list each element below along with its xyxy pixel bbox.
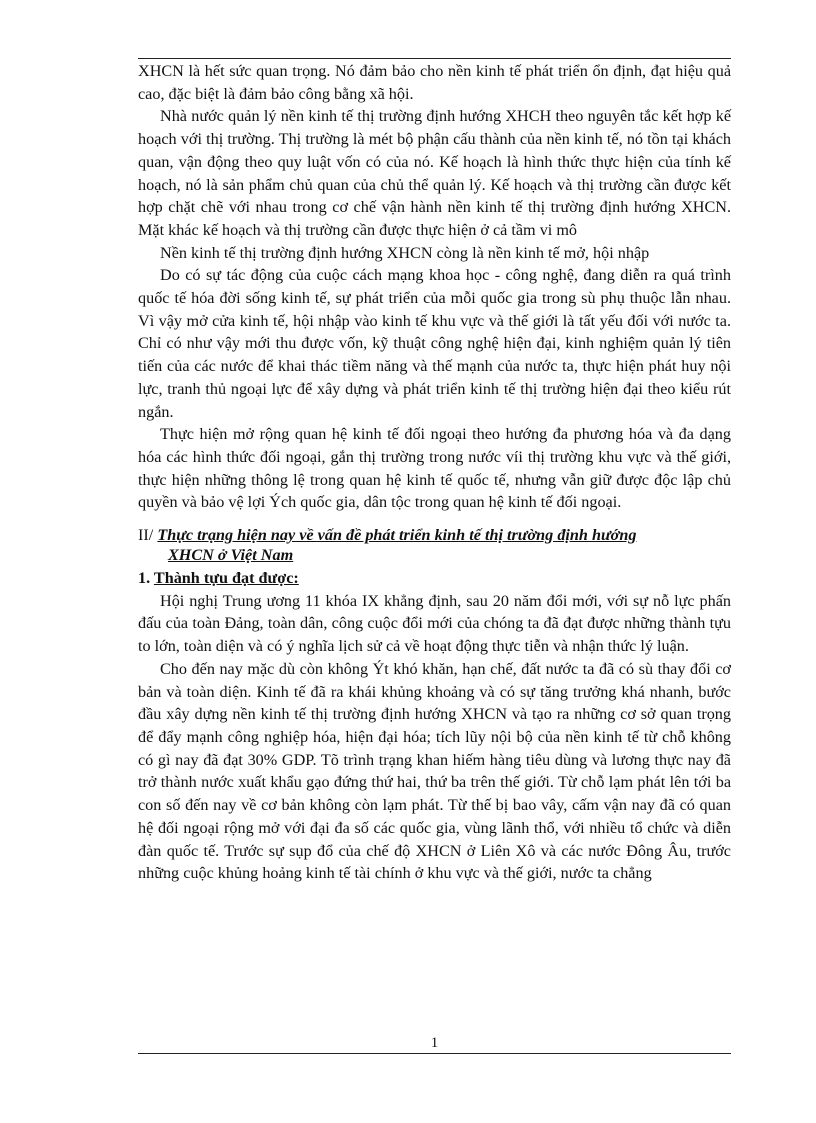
paragraph: Nhà nước quản lý nền kinh tế thị trường định hướng XHCH theo nguyên tắc kết hợp kế hoạch với thị trường. Thị trường là mét bộ phận cấu thành của nền kinh tế, nó tồn tại khách quan, vận động theo quy luật vốn có của nó. Kế hoạch là hình thức thực hiện của tính kế hoạch, nó là sản phẩm chủ quan của chủ thể quản lý. Kế hoạch và thị trường cần được kết hợp chặt chẽ với nhau trong cơ chế vận hành nền kinh tế thị trường định hướng XHCN. Mặt khác kế hoạch và thị trường cần được thực hiện ở cả tầm vi mô (138, 107, 731, 239)
section-number: II/ (138, 526, 154, 545)
paragraph: XHCN là hết sức quan trọng. Nó đảm bảo cho nền kinh tế phát triển ổn định, đạt hiệu quả cao, đặc biệt là đảm bảo công bằng xã hội. (138, 62, 731, 103)
section-heading (138, 526, 731, 545)
paragraph: Do có sự tác động của cuộc cách mạng khoa học - công nghệ, đang diễn ra quá trình quốc tế hóa đời sống kinh tế, sự phát triển của mỗi quốc gia trong sù phụ thuộc lẫn nhau. Vì vậy mở cửa kinh tế, hội nhập vào kinh tế khu vực và thế giới là tất yếu đối với nước ta. Chỉ có như vậy mới thu được vốn, kỹ thuật công nghệ hiện đại, kinh nghiệm quản lý tiên tiến của các nước để khai thác tiềm năng và thế mạnh của nước ta, thực hiện phát huy nội lực, tranh thủ ngoại lực để xây dựng và phát triển kinh tế thị trường hiện đại theo kiểu rút ngắn. (138, 266, 731, 421)
paragraph: Nền kinh tế thị trường định hướng XHCN còng là nền kinh tế mở, hội nhập (160, 243, 650, 262)
paragraph: Hội nghị Trung ương 11 khóa IX khẳng định, sau 20 năm đổi mới, với sự nỗ lực phấn đấu của toàn Đảng, toàn dân, công cuộc đổi mới của chóng ta đã đạt được những thành tựu to lớn, toàn diện và có ý nghĩa lịch sử cả về hoạt động thực tiễn và nhận thức lý luận. (138, 591, 731, 656)
header-rule (138, 58, 731, 59)
paragraph: Thực hiện mở rộng quan hệ kinh tế đối ngoại theo hướng đa phương hóa và đa dạng hóa các hình thức đối ngoại, gắn thị trường trong nước víi thị trường khu vực và thế giới, thực hiện những thông lệ trong quan hệ kinh tế quốc tế, nhưng vẫn giữ được độc lập chủ quyền và bảo vệ lợi Ých quốc gia, dân tộc trong quan hệ kinh tế đối ngoại. (138, 425, 731, 512)
page-number: 1 (430, 1035, 439, 1051)
section-title: Thực trạng hiện nay về vấn đề phát triển kinh tế thị trường định hướng (157, 526, 637, 545)
subheading (138, 567, 731, 590)
paragraph: Cho đến nay mặc dù còn không Ýt khó khăn, hạn chế, đất nước ta đã có sù thay đổi cơ bản và toàn diện. Kinh tế đã ra khái khủng khoảng và có sự tăng trưởng khá nhanh, bước đầu xây dựng nền kinh tế thị trường định hướng XHCN và tạo ra những cơ sở quan trọng để đẩy mạnh công nghiệp hóa, hiện đại hóa; tích lũy nội bộ của nền kinh tế từ chỗ không có gì nay đã đạt 30% GDP. Tõ trình trạng khan hiếm hàng tiêu dùng và lương thực nay đã trở thành nước xuất khẩu gạo đứng thứ hai, thứ ba trên thế giới. Từ chỗ lạm phát lên tới ba con số đến nay về cơ bản không còn lạm phát. Từ thế bị bao vây, cấm vận nay đã có quan hệ đối ngoại rộng mở với đại đa số các quốc gia, vùng lãnh thổ, với nhiều tổ chức và diễn đàn quốc tế. Trước sự sụp đổ của chế độ XHCN ở Liên Xô và các nước Đông Âu, trước những cuộc khủng hoảng kinh tế tài chính ở khu vực và thế giới, nước ta chẳng (138, 659, 731, 883)
footer-rule (138, 1053, 731, 1054)
document-body (138, 60, 731, 885)
subheading-number: 1. (138, 569, 151, 588)
section-title-line2: XHCN ở Việt Nam (168, 546, 294, 565)
document-page (138, 0, 731, 1123)
subheading-title: Thành tựu đạt được: (153, 569, 299, 588)
